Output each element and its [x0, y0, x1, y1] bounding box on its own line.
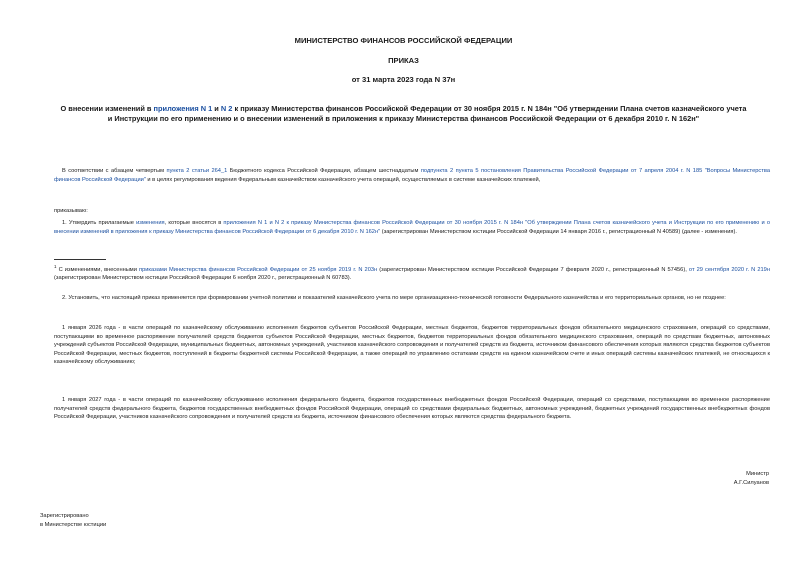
item-1-text: (зарегистрирован Министерством юстиции Российской Федерации 14 января 2016 г., регистрационный N 40589) [380, 228, 682, 235]
registered-line-2: в Министерстве юстиции [40, 522, 107, 528]
order-type-heading: ПРИКАЗ [388, 56, 419, 65]
preamble-paragraph [54, 167, 770, 184]
item-2-paragraph: 2. Установить, что настоящий приказ применяется при формировании учетной политики и показателей казначейского учета по мере организационно-технической готовности Федерального казначейства и его территориальных органов, но не позднее: [62, 295, 726, 301]
item-1-link-order-184n[interactable]: приложения N 1 и N 2 к приказу Министерства финансов Российской Федерации от 30 ноября 2015 г. N 184н "Об утверждении Плана счетов казначейского учета и Инструкции по его применению и о внесении изменений в приложения к приказу Министерства финансов Российской Федерации от 6 декабря 2010 г. N 162н" [54, 220, 770, 235]
item-1-text: (далее - изменения). [681, 228, 737, 235]
order-word: приказываю: [54, 208, 88, 214]
item-1-paragraph [54, 219, 770, 236]
title-link-appendix-1[interactable]: приложения N 1 [153, 104, 213, 113]
minister-role: Министр [746, 471, 769, 477]
title-text: О внесении изменений в [60, 104, 154, 113]
footnote-link-order-203n[interactable]: приказами Министерства финансов Российской Федерации от 25 ноября 2019 г. N 203н [138, 266, 378, 273]
footnote-text: С изменениями, внесенными [58, 266, 139, 273]
ministry-heading: МИНИСТЕРСТВО ФИНАНСОВ РОССИЙСКОЙ ФЕДЕРАЦИИ [294, 36, 513, 45]
footnote-paragraph [54, 263, 770, 283]
preamble-text: В соответствии с абзацем четвертым [62, 168, 167, 174]
preamble-link-resolution[interactable]: постановления Правительства Российской Федерации от 7 апреля 2004 г. N 185 "Вопросы Министерства финансов Российской Федерации" [54, 168, 770, 183]
registered-line-1: Зарегистрировано [40, 513, 89, 519]
footnote-link-order-219n[interactable]: от 29 сентября 2020 г. N 219н [688, 266, 770, 273]
footnote-divider [54, 259, 106, 260]
preamble-link-budget-code[interactable]: пункта 2 статьи 264_1 [166, 168, 228, 174]
preamble-text: и в целях регулирования ведения Федеральным казначейством казначейского учета операций, осуществляемых в системе казначейских платежей, [145, 176, 541, 183]
title-text: к приказу Министерства финансов Российской Федерации от 30 ноября 2015 г. N 184н "Об утверждении Плана счетов казначейского учета и Инструкции по его применению и о внесении изменений в приложения к приказу Министерства финансов Российской Федерации от 6 декабря 2010 г. N 162н" [107, 104, 747, 124]
title-link-appendix-2[interactable]: N 2 [220, 104, 233, 113]
deadline-2027-paragraph: 1 января 2027 года - в части операций по казначейскому обслуживанию исполнения федерального бюджета, бюджетов государственных внебюджетных фондов Российской Федерации, операций со средствами, поступающими во временное распоряжение получателей средств федерального бюджета, бюджетов государственных внебюджетных фондов Российской Федерации, операций со средствами федеральных бюджетных, автономных учреждений, бюджетных учреждений государственных внебюджетных фондов Российской Федерации, участников казначейского сопровождения и получателей средств из бюджета, источником финансового обеспечения которых являются средства федерального бюджета. [54, 397, 770, 420]
deadline-2026-paragraph: 1 января 2026 года - в части операций по казначейскому обслуживанию исполнения бюджетов субъектов Российской Федерации, местных бюджетов, бюджетов территориальных фондов обязательного медицинского страхования, операций со средствами, поступающими во временное распоряжение получателей средств бюджетов субъектов Российской Федерации, местных бюджетов, бюджетов территориальных фондов обязательного медицинского страхования, операций по средствам бюджетных, автономных учреждений субъектов Российской Федерации, муниципальных бюджетных, автономных учреждений, участников казначейского сопровождения и получателей средств из бюджета, источником финансового обеспечения которых являются средства бюджетов субъектов Российской Федерации, местных бюджетов, поступлений в бюджеты бюджетной системы Российской Федерации, а также операций по управлению остатками средств на едином казначейском счете и иных операций системы казначейских платежей, не относящихся к казначейскому обслуживанию; [54, 325, 770, 365]
item-1-link-changes[interactable]: изменения [136, 220, 165, 226]
footnote-mark: 1 [54, 264, 57, 269]
footnote-text: (зарегистрирован Министерством юстиции Российской Федерации 7 февраля 2020 г., регистрационный N 57456), [377, 266, 689, 273]
preamble-text: Бюджетного кодекса Российской Федерации, абзацем шестнадцатым [227, 168, 421, 174]
order-date-heading: от 31 марта 2023 года N 37н [351, 75, 456, 84]
item-1-text: , которые вносятся в [164, 220, 224, 226]
minister-name: А.Г.Силуанов [733, 480, 769, 486]
title-text: и [212, 104, 221, 113]
item-1-text: 1. Утвердить прилагаемые [62, 220, 137, 226]
order-title [60, 104, 747, 125]
preamble-link-subpoint[interactable]: подпункта 2 пункта 5 [420, 168, 479, 174]
footnote-text: (зарегистрирован Министерством юстиции Российской Федерации 6 ноября 2020 г., регистрационный N 60783). [54, 275, 352, 282]
